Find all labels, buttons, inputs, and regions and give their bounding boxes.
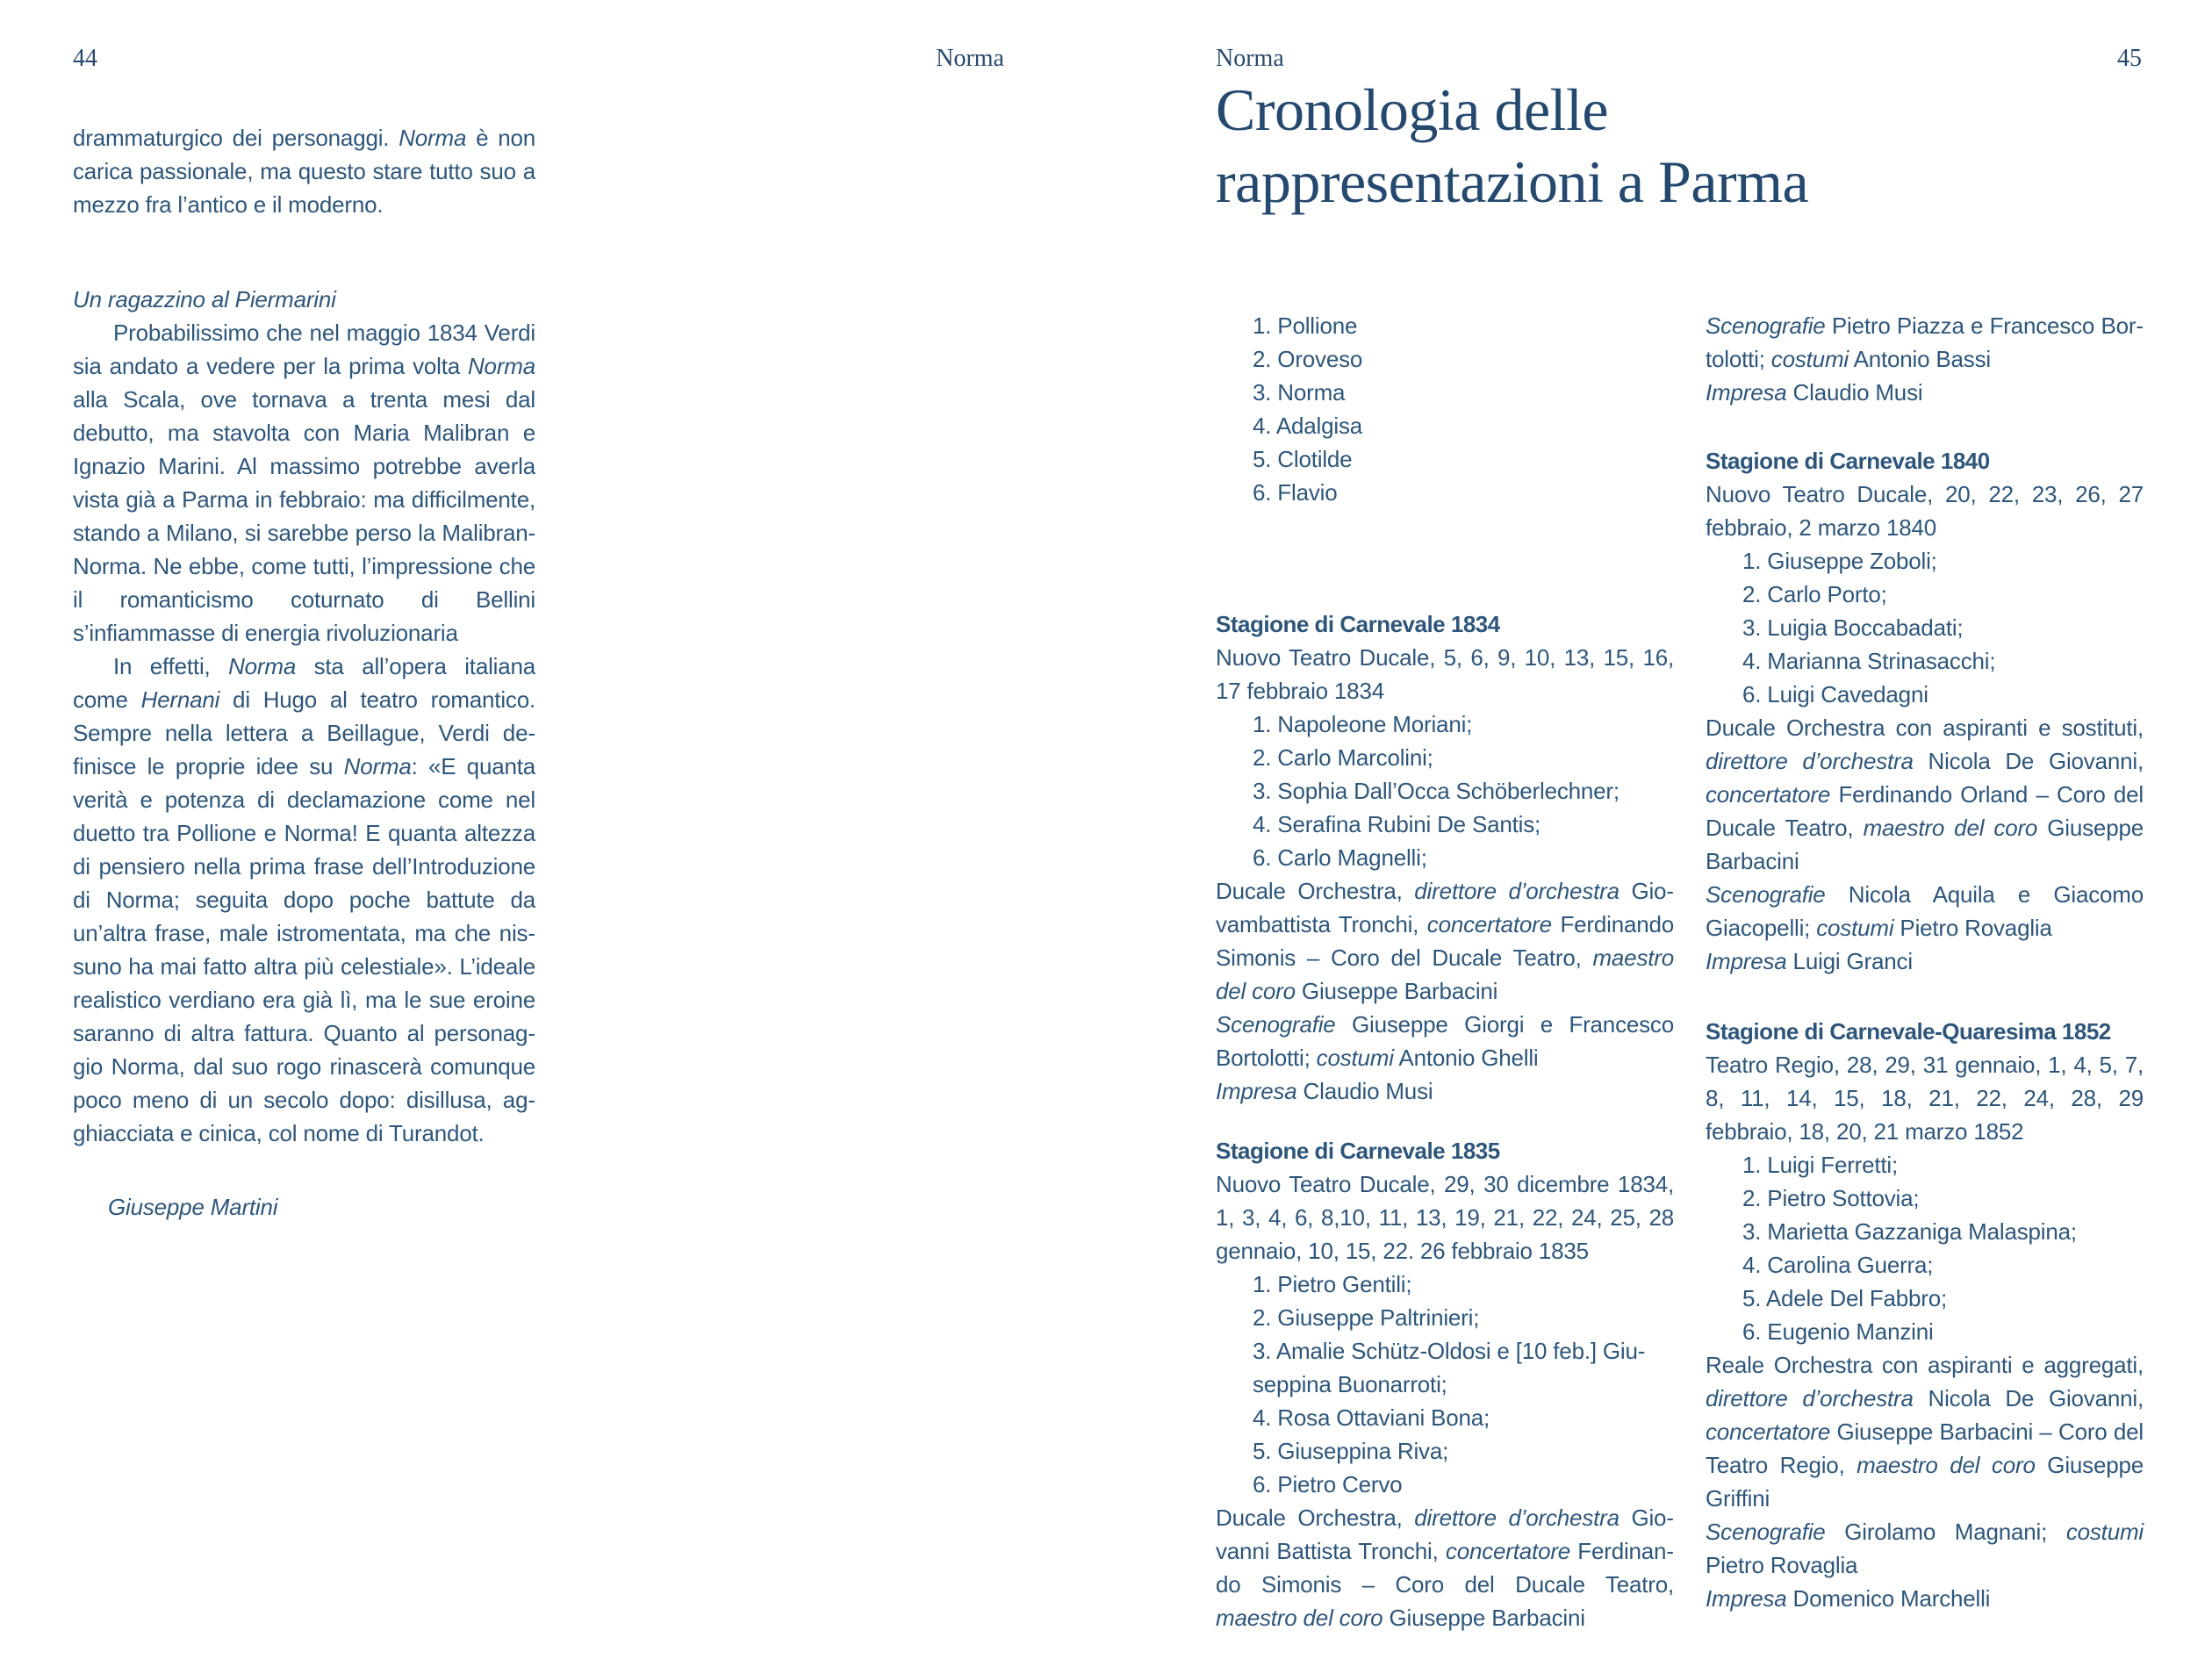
left-folio: 44 xyxy=(73,45,97,72)
season-carnevale-1835 xyxy=(1216,1134,1674,1634)
paragraph: Nuovo Teatro Ducale, 29, 30 dicembre 1834, 1, 3, 4, 6, 8,10, 11, 13, 19, 21, 22, 24, 25, 28 gennaio, 10, 15, 22. 26 febbraio 1835 xyxy=(1216,1171,1674,1264)
paragraph: Probabilissimo che nel maggio 1834 Verdi sia andato a vedere per la prima volta Norma alla Scala, ove tornava a trenta mesi dal debutto, ma stavolta con Maria Malibran e Ignazio Marini. Al massimo potrebbe averla vista già a Parma in febbraio: ma difficilmente, stando a Milano, si sarebbe perso la Malibran-Norma. Ne ebbe, come tutti, l’impressione che il romanticismo coturnato di Bellini s’infiammasse di energia rivoluzionaria xyxy=(73,320,535,646)
paragraph: Nuovo Teatro Ducale, 5, 6, 9, 10, 13, 15, 16, 17 febbraio 1834 xyxy=(1216,644,1674,704)
cast-list-item: 5. Giuseppina Riva; xyxy=(1253,1438,1449,1464)
cast-list-item: 2. Oroveso xyxy=(1253,346,1363,372)
right-folio: 45 xyxy=(2117,45,2142,72)
cast-list-item: 4. Serafina Rubini De Santis; xyxy=(1253,811,1541,837)
cast-list-item: 3. Luigia Boccabadati; xyxy=(1742,614,1964,641)
cast-list-item: 4. Rosa Ottaviani Bona; xyxy=(1253,1404,1490,1431)
cast-list-item: 6. Flavio xyxy=(1253,479,1338,506)
cast-list-item: 1. Giuseppe Zoboli; xyxy=(1742,548,1937,574)
cast-list-item: 6. Carlo Magnelli; xyxy=(1253,844,1427,871)
cast-list-item: 2. Giuseppe Paltrinieri; xyxy=(1253,1304,1480,1331)
body-paragraphs xyxy=(73,316,535,1150)
left-running-head: Norma xyxy=(936,45,1004,72)
cast-list-item: 1. Pietro Gentili; xyxy=(1253,1271,1412,1297)
cast-list-item: 6. Eugenio Manzini xyxy=(1742,1318,1934,1345)
cast-list-item: 3. Amalie Schütz-Oldosi e [10 feb.] Giuseppina Buonarroti; xyxy=(1253,1338,1646,1397)
paragraph: Scenografie Nicola Aquila e Giacomo Giacopelli; costumi Pietro Rovaglia xyxy=(1706,881,2144,941)
cast-list-item: 1. Luigi Ferretti; xyxy=(1742,1152,1899,1178)
chronology-column-2 xyxy=(1706,309,2144,1615)
season-body-1834 xyxy=(1216,641,1674,1108)
paragraph: Impresa Luigi Granci xyxy=(1706,948,1913,974)
intro-paragraphs xyxy=(73,121,535,221)
season-heading-1834: Stagione di Carnevale 1834 xyxy=(1216,611,1500,637)
paragraph: Scenografie Giuseppe Giorgi e Francesco Bortolotti; costumi Antonio Ghelli xyxy=(1216,1011,1674,1071)
season-carnevale-1840 xyxy=(1706,444,2144,978)
role-list xyxy=(1216,309,1674,509)
paragraph: Ducale Orchestra con aspiranti e sostituti, direttore d’orchestra Nicola De Giovanni, concertatore Ferdinando Orland – Coro del Ducale Teatro, maestro del coro Giuseppe Barbacini xyxy=(1706,715,2144,874)
cast-list-item: 2. Carlo Porto; xyxy=(1742,581,1887,607)
paragraph: Teatro Regio, 28, 29, 31 gennaio, 1, 4, 5, 7, 8, 11, 14, 15, 18, 21, 22, 24, 28, 29 febbraio, 18, 20, 21 marzo 1852 xyxy=(1706,1052,2144,1145)
paragraph: In effetti, Norma sta all’opera italiana come Hernani di Hugo al teatro romantico. Sempre nella lettera a Beillague, Verdi definisce le proprie idee su Norma: «E quanta verità e potenza di declamazione come nel duetto tra Pollione e Norma! E quanta altezza di pensiero nella prima frase dell’Introduzione di Norma; seguita dopo poche battute da un’altra frase, male istromentata, ma che nissuno ha mai fatto altra più celestiale». L’ideale realistico verdiano era già lì, ma le sue eroine saranno di altra fattura. Quanto al personaggio Norma, dal suo rogo rinascerà comunque poco meno di un secolo dopo: disillusa, agghiacciata e cinica, col nome di Turandot. xyxy=(73,653,536,1146)
cast-list-item: 4. Marianna Strinasacchi; xyxy=(1742,648,1996,674)
cast-list-item: 5. Clotilde xyxy=(1253,446,1353,472)
paragraph: Nuovo Teatro Ducale, 20, 22, 23, 26, 27 febbraio, 2 marzo 1840 xyxy=(1706,481,2144,541)
chapter-title xyxy=(1216,74,1808,218)
cast-list-item: 3. Marietta Gazzaniga Malaspina; xyxy=(1742,1218,2077,1245)
cast-list-item: 3. Norma xyxy=(1253,379,1346,406)
cast-list-item: 1. Pollione xyxy=(1253,312,1358,339)
left-page-header xyxy=(73,44,1004,79)
left-page-text-column xyxy=(73,121,535,1224)
season-body-1852 xyxy=(1706,1048,2144,1615)
season-carnevale-quaresima-1852 xyxy=(1706,1015,2144,1615)
paragraph: Ducale Orchestra, direttore d’orchestra Giovambattista Tronchi, concertatore Ferdinando Simonis – Coro del Ducale Teatro, maestro del coro Giuseppe Barbacini xyxy=(1216,878,1674,1004)
section-heading: Un ragazzino al Piermarini xyxy=(73,286,336,312)
chronology-column-1 xyxy=(1216,309,1674,1634)
author-signature: Giuseppe Martini xyxy=(108,1194,278,1220)
paragraph: Impresa Domenico Marchelli xyxy=(1706,1585,1991,1612)
paragraph: Impresa Claudio Musi xyxy=(1216,1078,1433,1104)
paragraph: Reale Orchestra con aspiranti e aggregati, direttore d’orchestra Nicola De Giovanni, concertatore Giuseppe Barbacini – Coro del Teatro Regio, maestro del coro Giuseppe Griffini xyxy=(1706,1352,2144,1512)
chapter-title-line-1: Cronologia delle xyxy=(1216,76,1609,143)
chapter-title-line-2: rappresentazioni a Parma xyxy=(1216,148,1809,215)
season-body-1840 xyxy=(1706,478,2144,978)
cast-list-item: 4. Carolina Guerra; xyxy=(1742,1252,1934,1278)
season-heading-1840: Stagione di Carnevale 1840 xyxy=(1706,448,1990,474)
paragraph: Ducale Orchestra, direttore d’orchestra Giovanni Battista Tronchi, concertatore Ferdinando Simonis – Coro del Ducale Teatro, maestro del coro Giuseppe Barbacini xyxy=(1216,1505,1674,1631)
cast-list-item: 1. Napoleone Moriani; xyxy=(1253,711,1473,737)
cast-list-item: 5. Adele Del Fabbro; xyxy=(1742,1285,1948,1311)
paragraph: Impresa Claudio Musi xyxy=(1706,379,1923,406)
season-heading-1852: Stagione di Carnevale-Quaresima 1852 xyxy=(1706,1018,2111,1045)
paragraph: drammaturgico dei personaggi. Norma è non carica passionale, ma questo stare tutto suo a mezzo fra l’antico e il moderno. xyxy=(73,125,536,218)
season-heading-1835: Stagione di Carnevale 1835 xyxy=(1216,1138,1500,1164)
cast-list-item: 3. Sophia Dall’Occa Schöberlechner; xyxy=(1253,778,1620,804)
cast-list-item: 4. Adalgisa xyxy=(1253,413,1363,439)
cast-list-item: 6. Luigi Cavedagni xyxy=(1742,681,1928,707)
cast-list-item: 6. Pietro Cervo xyxy=(1253,1471,1403,1497)
season-1835-continuation xyxy=(1706,309,2144,409)
paragraph: Scenografie Girolamo Magnani; costumi Pietro Rovaglia xyxy=(1706,1519,2144,1578)
season-carnevale-1834 xyxy=(1216,607,1674,1108)
right-running-head: Norma xyxy=(1216,45,1284,72)
cast-list-item: 2. Carlo Marcolini; xyxy=(1253,744,1433,771)
cast-list-item: 2. Pietro Sottovia; xyxy=(1742,1185,1920,1211)
paragraph: Scenografie Pietro Piazza e Francesco Bortolotti; costumi Antonio Bassi xyxy=(1706,312,2144,372)
season-body-1835 xyxy=(1216,1167,1674,1634)
